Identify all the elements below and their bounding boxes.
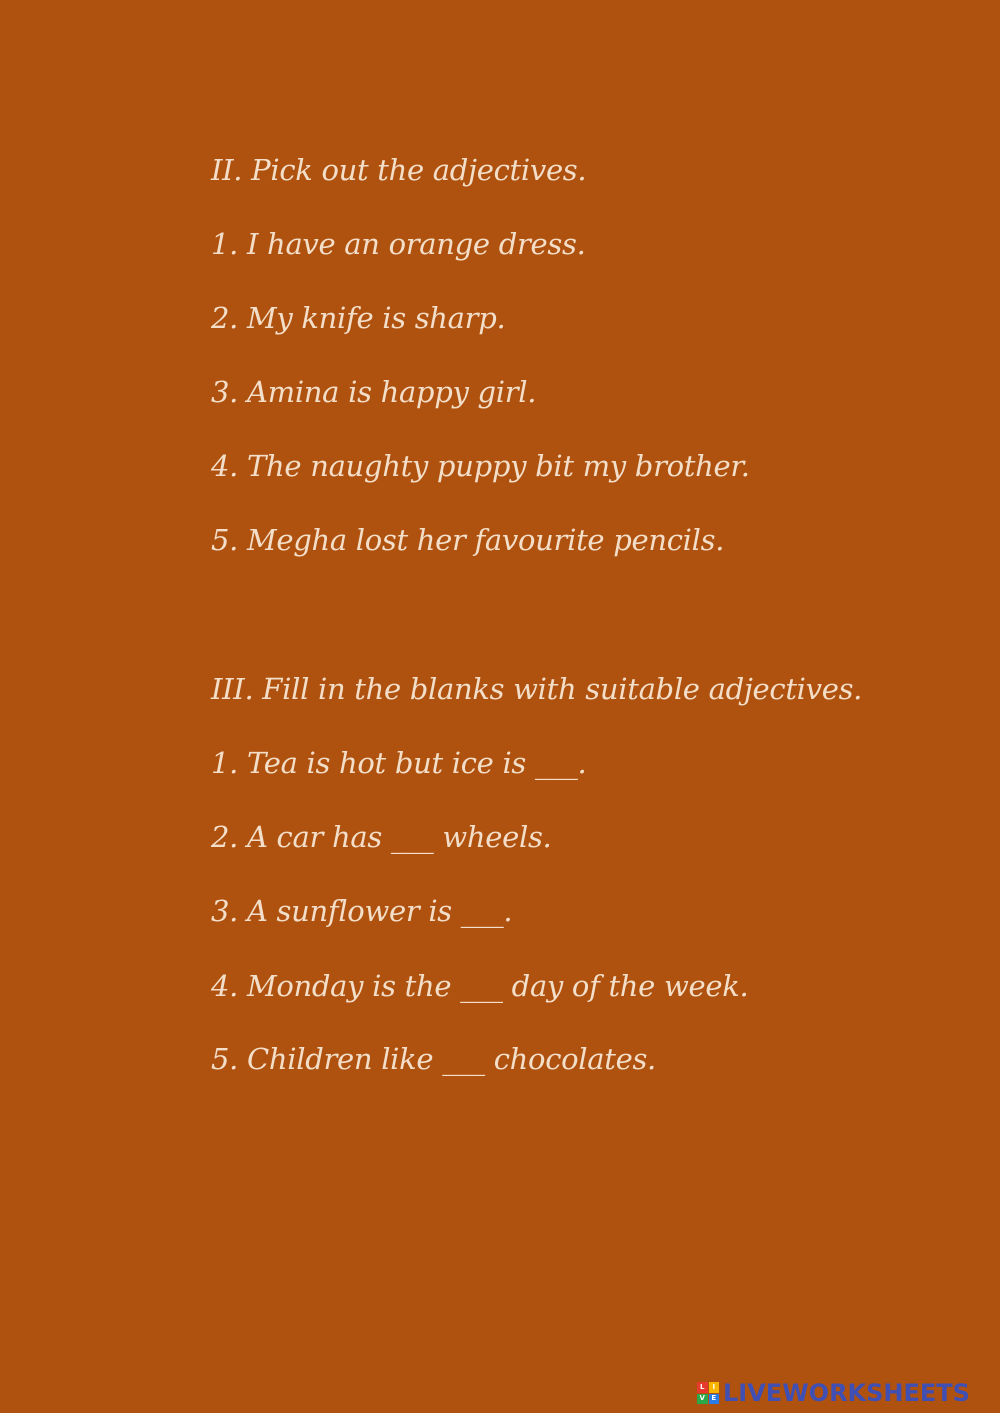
section-3-item-2: 2. A car has ___ wheels.: [211, 820, 552, 854]
liveworksheets-watermark: [697, 1378, 970, 1408]
section-2-heading: II. Pick out the adjectives.: [211, 153, 587, 187]
section-2-item-2: 2. My knife is sharp.: [211, 301, 506, 335]
liveworksheets-logo-icon: [697, 1382, 719, 1404]
logo-letter-i: I: [709, 1382, 720, 1393]
section-3-item-5: 5. Children like ___ chocolates.: [211, 1042, 656, 1076]
section-2-item-4: 4. The naughty puppy bit my brother.: [211, 449, 750, 483]
section-3-heading: III. Fill in the blanks with suitable adjectives.: [211, 672, 863, 706]
section-3-item-4: 4. Monday is the ___ day of the week.: [211, 969, 749, 1003]
logo-letter-l: L: [697, 1382, 708, 1393]
logo-letter-e: E: [709, 1394, 720, 1405]
section-2-item-3: 3. Amina is happy girl.: [211, 375, 537, 409]
section-2-item-1: 1. I have an orange dress.: [211, 227, 586, 261]
section-2-item-5: 5. Megha lost her favourite pencils.: [211, 523, 725, 557]
section-3-item-3: 3. A sunflower is ___.: [211, 894, 513, 928]
liveworksheets-text: LIVEWORKSHEETS: [723, 1379, 970, 1407]
logo-letter-v: V: [697, 1394, 708, 1405]
section-3-item-1: 1. Tea is hot but ice is ___.: [211, 746, 587, 780]
